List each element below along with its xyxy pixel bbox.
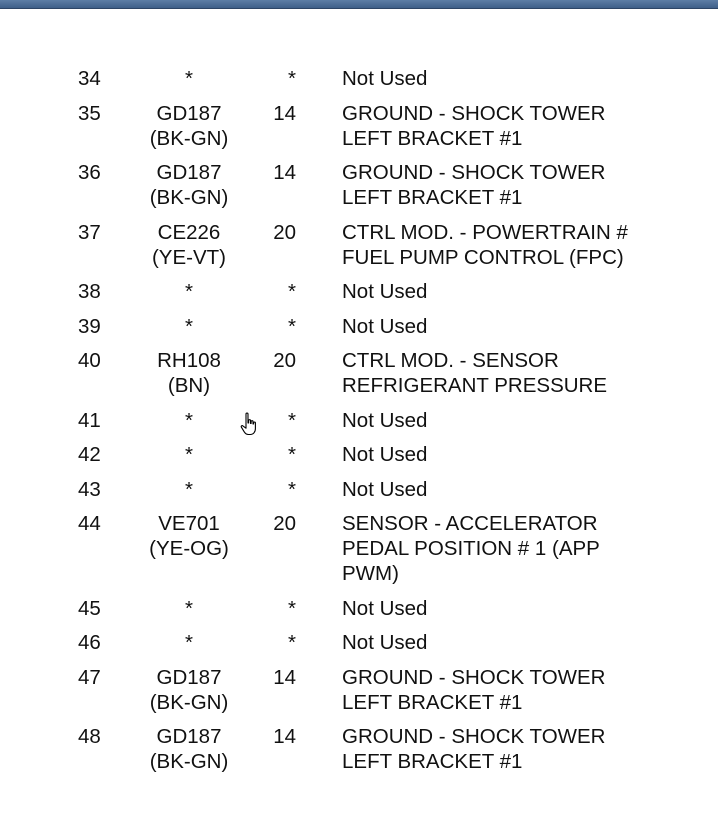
function-cell (342, 630, 700, 655)
pin-number-cell: 44 (78, 512, 101, 535)
row-spacer-cell (60, 655, 700, 665)
function-cell (342, 279, 700, 304)
circuit-cell (142, 220, 236, 270)
pin-number-cell: 40 (78, 349, 101, 372)
row-spacer-cell (60, 151, 700, 161)
row-spacer (60, 655, 700, 665)
gauge-cell: * (288, 280, 296, 303)
row-spacer (60, 774, 700, 784)
pin-number-cell: 43 (78, 477, 101, 501)
row-spacer (60, 467, 700, 477)
function-cell (342, 724, 700, 774)
gauge-cell: 20 (273, 220, 296, 244)
window-top-bar (0, 0, 718, 9)
pin-number-cell: 38 (78, 280, 101, 303)
pin-number-cell: 46 (78, 631, 101, 654)
gauge-cell: 14 (273, 725, 296, 748)
connector-pinout-table (60, 66, 700, 784)
row-spacer-cell (60, 339, 700, 349)
row-spacer (60, 715, 700, 725)
circuit-line: GD187 (156, 101, 222, 125)
gauge-cell: 14 (273, 665, 296, 689)
pin-number-cell: 42 (78, 443, 101, 466)
row-spacer (60, 270, 700, 280)
gauge-cell: * (288, 631, 296, 654)
row-spacer-cell (60, 467, 700, 477)
circuit-line: * (185, 443, 193, 466)
table-row (60, 314, 700, 339)
gauge-cell: * (288, 314, 296, 338)
pin-number-cell: 48 (78, 725, 101, 748)
function-cell (342, 596, 700, 621)
circuit-line: * (185, 631, 193, 654)
pin-number-cell: 39 (78, 314, 101, 338)
circuit-line: * (185, 314, 193, 338)
function-line: LEFT BRACKET #1 (342, 126, 523, 150)
row-spacer (60, 151, 700, 161)
circuit-line: * (185, 280, 193, 303)
row-spacer-cell (60, 270, 700, 280)
circuit-cell (142, 279, 236, 304)
circuit-line: (YE-OG) (149, 537, 229, 560)
table-row (60, 408, 700, 433)
table-row (60, 348, 700, 398)
row-spacer (60, 210, 700, 220)
circuit-cell (142, 724, 236, 774)
circuit-line: * (185, 67, 193, 90)
table-row (60, 724, 700, 774)
circuit-line: GD187 (156, 161, 222, 184)
function-line: Not Used (342, 314, 428, 338)
row-spacer-cell (60, 398, 700, 408)
circuit-line: * (185, 408, 193, 432)
function-line: GROUND - SHOCK TOWER (342, 101, 606, 125)
function-line: LEFT BRACKET #1 (342, 690, 523, 714)
row-spacer-cell (60, 210, 700, 220)
function-line: LEFT BRACKET #1 (342, 186, 523, 209)
gauge-cell: 20 (273, 512, 296, 535)
row-spacer (60, 502, 700, 512)
row-spacer-cell (60, 774, 700, 784)
function-cell (342, 511, 700, 586)
function-line: CTRL MOD. - POWERTRAIN # (342, 220, 628, 244)
function-line: Not Used (342, 408, 428, 432)
circuit-cell (142, 66, 236, 91)
row-spacer-cell (60, 621, 700, 631)
circuit-line: GD187 (156, 725, 222, 748)
function-cell (342, 220, 700, 270)
circuit-line: (BK-GN) (149, 186, 229, 209)
function-cell (342, 348, 700, 398)
function-line: LEFT BRACKET #1 (342, 750, 523, 773)
row-spacer (60, 91, 700, 101)
circuit-line: (BK-GN) (149, 126, 229, 150)
function-line: Not Used (342, 280, 428, 303)
table-row (60, 477, 700, 502)
circuit-line: (BK-GN) (149, 690, 229, 714)
function-line: Not Used (342, 596, 428, 620)
function-line: GROUND - SHOCK TOWER (342, 725, 606, 748)
function-cell (342, 66, 700, 91)
circuit-cell (142, 101, 236, 151)
function-cell (342, 477, 700, 502)
function-cell (342, 408, 700, 433)
row-spacer (60, 621, 700, 631)
gauge-cell: 14 (273, 101, 296, 125)
hand-pointer-icon (240, 412, 258, 436)
gauge-cell: * (288, 443, 296, 466)
pin-number-cell: 34 (78, 67, 101, 90)
function-line: GROUND - SHOCK TOWER (342, 161, 606, 184)
row-spacer-cell (60, 502, 700, 512)
circuit-cell (142, 408, 236, 433)
function-line: GROUND - SHOCK TOWER (342, 665, 606, 689)
gauge-cell: * (288, 408, 296, 432)
circuit-cell (142, 348, 236, 398)
function-cell (342, 160, 700, 210)
circuit-cell (142, 630, 236, 655)
table-row (60, 220, 700, 270)
table-row (60, 101, 700, 151)
table-row (60, 596, 700, 621)
table-row (60, 66, 700, 91)
table-row (60, 511, 700, 586)
row-spacer (60, 586, 700, 596)
circuit-line: (YE-VT) (151, 245, 227, 269)
gauge-cell: * (288, 477, 296, 501)
circuit-line: (BN) (167, 374, 211, 397)
gauge-cell: 20 (273, 349, 296, 372)
row-spacer-cell (60, 433, 700, 443)
circuit-line: VE701 (158, 512, 220, 535)
function-line: Not Used (342, 443, 428, 466)
row-spacer (60, 304, 700, 314)
circuit-line: CE226 (157, 220, 221, 244)
row-spacer-cell (60, 715, 700, 725)
function-cell (342, 314, 700, 339)
gauge-cell: * (288, 596, 296, 620)
pin-number-cell: 36 (78, 161, 101, 184)
row-spacer (60, 398, 700, 408)
row-spacer-cell (60, 304, 700, 314)
table-row (60, 160, 700, 210)
gauge-cell: 14 (273, 161, 296, 184)
circuit-line: GD187 (156, 665, 222, 689)
function-line: CTRL MOD. - SENSOR (342, 349, 559, 372)
table-row (60, 279, 700, 304)
pin-number-cell: 45 (78, 596, 101, 620)
circuit-cell (142, 442, 236, 467)
function-line: PEDAL POSITION # 1 (APP (342, 537, 600, 560)
pin-number-cell: 47 (78, 665, 101, 689)
function-line: Not Used (342, 477, 428, 501)
table-row (60, 442, 700, 467)
table-row (60, 630, 700, 655)
function-line: REFRIGERANT PRESSURE (342, 374, 608, 397)
function-line: FUEL PUMP CONTROL (FPC) (342, 245, 624, 269)
function-cell (342, 101, 700, 151)
function-line: Not Used (342, 67, 428, 90)
circuit-cell (142, 160, 236, 210)
gauge-cell: * (288, 67, 296, 90)
row-spacer-cell (60, 586, 700, 596)
circuit-line: RH108 (157, 349, 221, 372)
row-spacer-cell (60, 91, 700, 101)
function-line: SENSOR - ACCELERATOR (342, 512, 598, 535)
circuit-cell (142, 511, 236, 586)
row-spacer (60, 339, 700, 349)
row-spacer (60, 433, 700, 443)
pin-number-cell: 35 (78, 101, 101, 125)
function-line: PWM) (342, 562, 399, 585)
circuit-cell (142, 314, 236, 339)
pin-number-cell: 37 (78, 220, 101, 244)
function-cell (342, 442, 700, 467)
circuit-line: * (185, 596, 193, 620)
circuit-cell (142, 596, 236, 621)
table-row (60, 665, 700, 715)
circuit-line: (BK-GN) (149, 750, 229, 773)
circuit-cell (142, 477, 236, 502)
circuit-cell (142, 665, 236, 715)
pin-number-cell: 41 (78, 408, 101, 432)
pinout-table-body (60, 66, 700, 784)
circuit-line: * (185, 477, 193, 501)
function-cell (342, 665, 700, 715)
function-line: Not Used (342, 631, 428, 654)
